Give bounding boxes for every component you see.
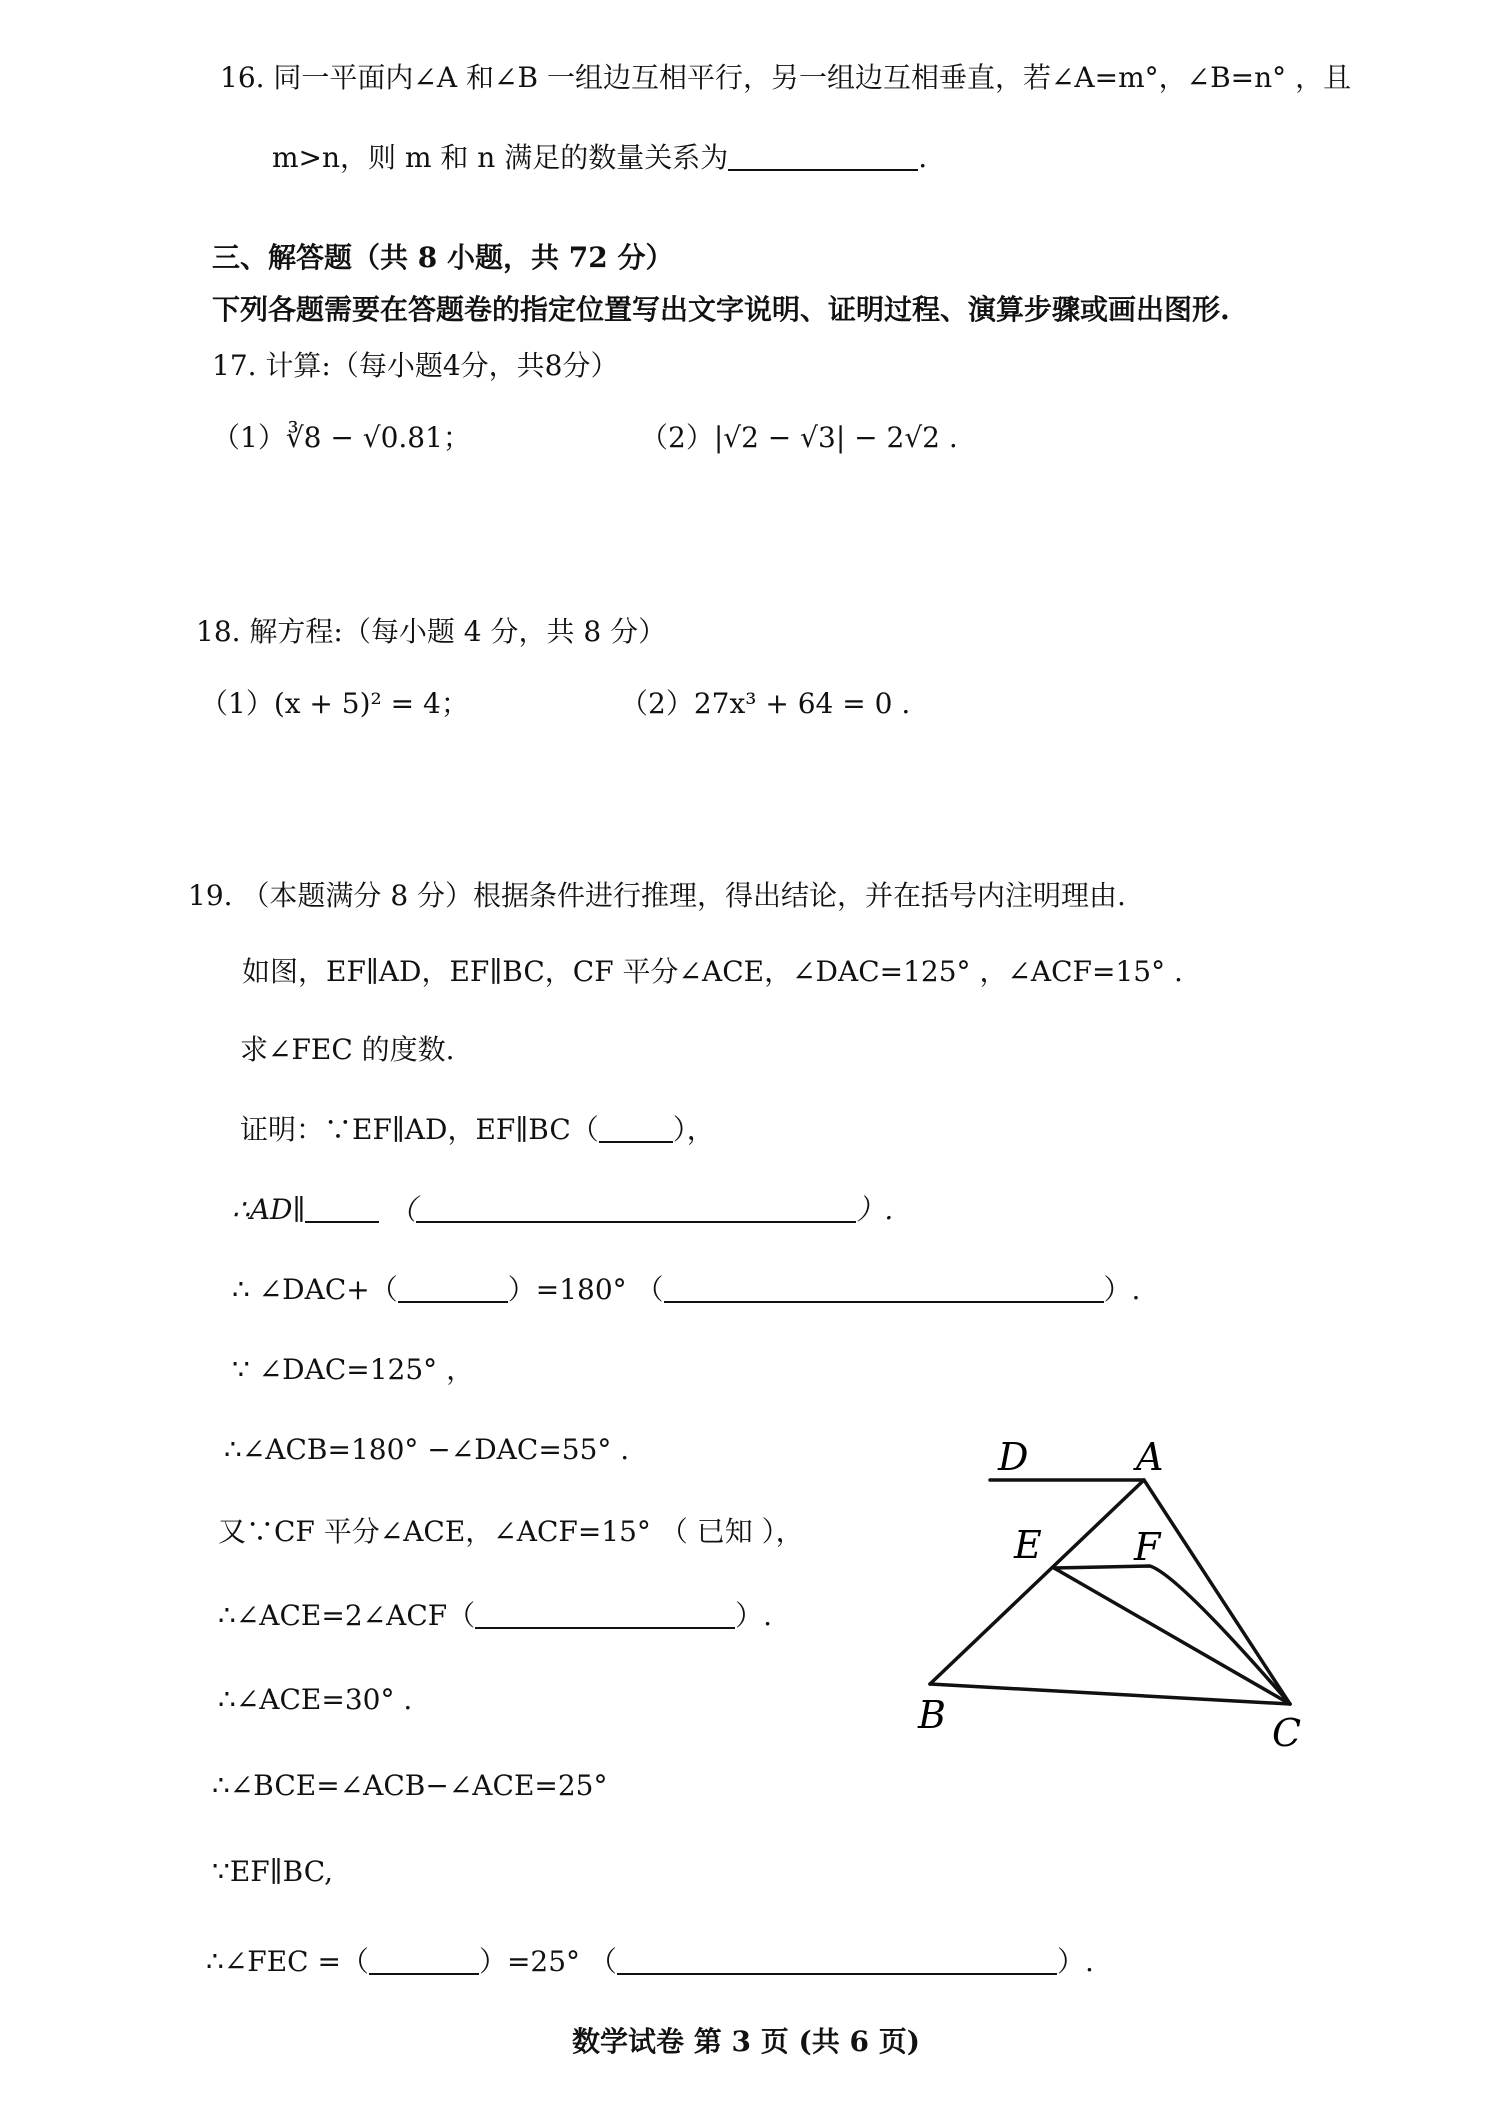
step7-text-a: ∴∠ACE=2∠ACF（ (218, 1599, 476, 1632)
label-D: D (998, 1435, 1029, 1479)
segment-AC (1144, 1480, 1290, 1704)
label-E: E (1014, 1523, 1042, 1567)
q17-part1: （1）∛8 − √0.81； (212, 421, 471, 454)
step11-text-b: ）=25° （ (478, 1945, 617, 1978)
q19-step9: ∴∠BCE=∠ACB−∠ACE=25° (212, 1769, 608, 1802)
q19-step6: 又∵CF 平分∠ACE，∠ACF=15° （ 已知 ）， (218, 1515, 804, 1548)
label-A: A (1136, 1435, 1164, 1479)
section3-instruction: 下列各题需要在答题卷的指定位置写出文字说明、证明过程、演算步骤或画出图形. (212, 293, 1230, 326)
step3-text-b: ）=180° （ (507, 1273, 664, 1306)
step2-text-c: ）. (856, 1193, 894, 1226)
step1-text-a: 证明：∵EF∥AD，EF∥BC（ (240, 1113, 599, 1146)
q17-title: 17. 计算:（每小题4分，共8分） (212, 349, 619, 382)
step1-text-b: ）， (672, 1113, 715, 1146)
q18-title: 18. 解方程:（每小题 4 分，共 8 分） (196, 615, 667, 648)
q17-part2: （2）|√2 − √3| − 2√2 . (640, 421, 958, 454)
q19-step10: ∵EF∥BC, (212, 1855, 334, 1888)
q16-line1: 16. 同一平面内∠A 和∠B 一组边互相平行，另一组边互相垂直，若∠A=m°，∠B=n° ，且 (220, 61, 1352, 94)
q18-part1: （1）(x + 5)² = 4； (200, 687, 469, 720)
q19-step8: ∴∠ACE=30° . (218, 1683, 413, 1716)
step2-text-b: （ (388, 1193, 417, 1226)
q19-step5: ∴∠ACB=180° −∠DAC=55° . (224, 1433, 630, 1466)
segment-EC (1054, 1568, 1290, 1704)
step11-text-a: ∴∠FEC =（ (206, 1945, 369, 1978)
label-B: B (918, 1693, 946, 1737)
q16-line2-suffix: . (918, 141, 928, 174)
q19-ask: 求∠FEC 的度数. (240, 1033, 455, 1066)
label-C: C (1272, 1711, 1302, 1755)
step11-text-c: ）. (1056, 1945, 1094, 1978)
step2-text-a: ∴AD∥ (232, 1193, 306, 1226)
section3-title: 三、解答题（共 8 小题，共 72 分） (212, 241, 674, 274)
q16-line2-prefix: m>n，则 m 和 n 满足的数量关系为 (272, 141, 729, 174)
q19-step4: ∵ ∠DAC=125° ， (232, 1353, 475, 1386)
q19-given: 如图，EF∥AD，EF∥BC，CF 平分∠ACE，∠DAC=125° ，∠ACF=15° . (242, 955, 1183, 988)
segment-AB (930, 1480, 1144, 1684)
label-F: F (1134, 1525, 1161, 1569)
q18-part2: （2）27x³ + 64 = 0 . (620, 687, 911, 720)
step7-text-b: ）. (735, 1599, 773, 1632)
step3-text-a: ∴ ∠DAC+（ (232, 1273, 398, 1306)
q19-title: 19. （本题满分 8 分）根据条件进行推理，得出结论，并在括号内注明理由. (188, 879, 1126, 912)
step3-text-c: ）. (1103, 1273, 1141, 1306)
segment-BC (930, 1684, 1290, 1704)
page-footer: 数学试卷 第 3 页 (共 6 页) (572, 2025, 920, 2058)
